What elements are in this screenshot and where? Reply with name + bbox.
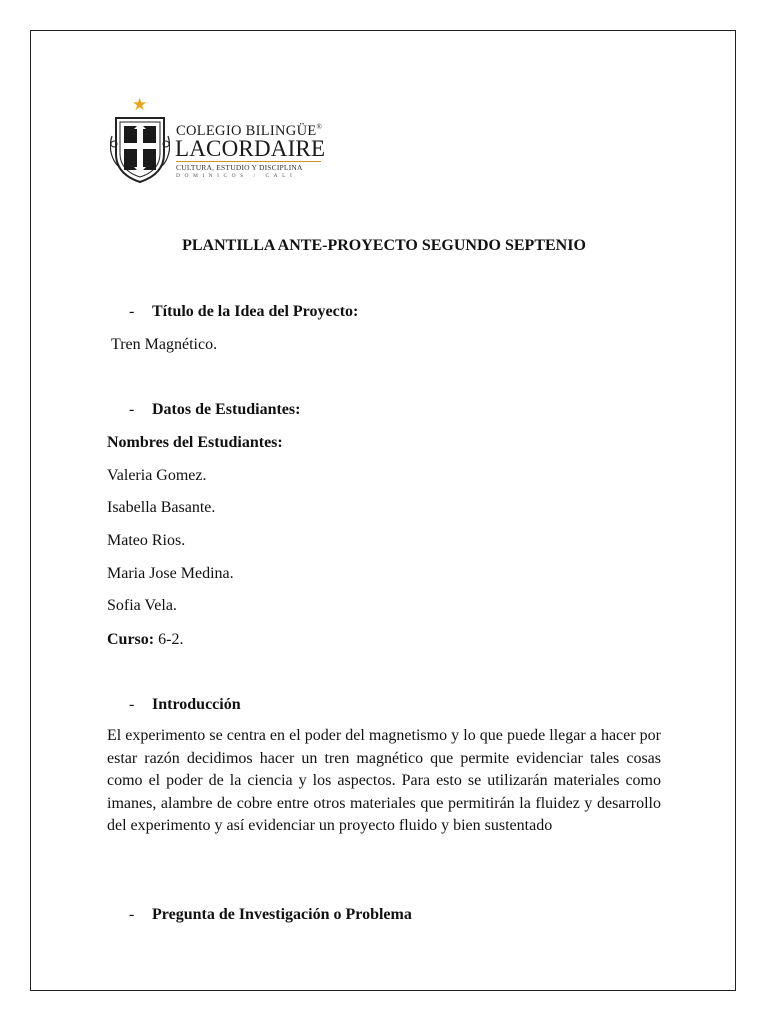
introduction-paragraph: El experimento se centra en el poder del magnetismo y lo que puede llegar a hacer por estar razón decidimos hacer un tren magnético que permite evidenciar tales cosas como el poder de la ciencia y los aspectos. Para esto se utilizarán materiales como imanes, alambre de cobre entre otros materiales que permitirán la fluidez y desarrollo del experimento y así evidenciar un proyecto fluido y bien sustentado	[107, 727, 661, 834]
course-value: 6-2.	[154, 631, 184, 648]
section-students	[129, 401, 300, 419]
school-tagline: CULTURA, ESTUDIO Y DISCIPLINA	[176, 163, 303, 172]
section-heading: Datos de Estudiantes:	[152, 401, 301, 418]
bullet-dash: -	[129, 303, 135, 320]
student-name: Valeria Gomez.	[107, 467, 207, 484]
bullet-dash: -	[129, 401, 135, 418]
crest-icon	[110, 114, 170, 184]
logo-divider	[176, 161, 321, 162]
school-name-line2: LACORDAIRE	[175, 136, 326, 161]
star-icon: ★	[132, 95, 148, 114]
document-title: PLANTILLA ANTE-PROYECTO SEGUNDO SEPTENIO	[182, 237, 586, 254]
student-name: Isabella Basante.	[107, 499, 216, 516]
school-logo	[110, 97, 330, 187]
course-line	[107, 631, 183, 649]
student-name: Mateo Rios.	[107, 532, 186, 549]
project-title-value: Tren Magnético.	[111, 336, 218, 353]
document-page	[30, 30, 736, 991]
student-name: Maria Jose Medina.	[107, 565, 234, 582]
section-research-question	[129, 906, 412, 924]
section-introduction	[129, 696, 241, 714]
student-name: Sofia Vela.	[107, 597, 177, 614]
section-project-title	[129, 303, 358, 321]
course-label: Curso:	[107, 631, 155, 648]
school-name-line1: COLEGIO BILINGÜE®	[176, 123, 323, 139]
bullet-dash: -	[129, 696, 135, 713]
section-heading: Introducción	[152, 696, 241, 713]
section-heading: Pregunta de Investigación o Problema	[152, 906, 412, 923]
school-city: DOMINICOS / CALI	[176, 173, 297, 179]
students-label: Nombres del Estudiantes:	[107, 434, 283, 451]
bullet-dash: -	[129, 906, 135, 923]
section-heading: Título de la Idea del Proyecto:	[152, 303, 359, 320]
